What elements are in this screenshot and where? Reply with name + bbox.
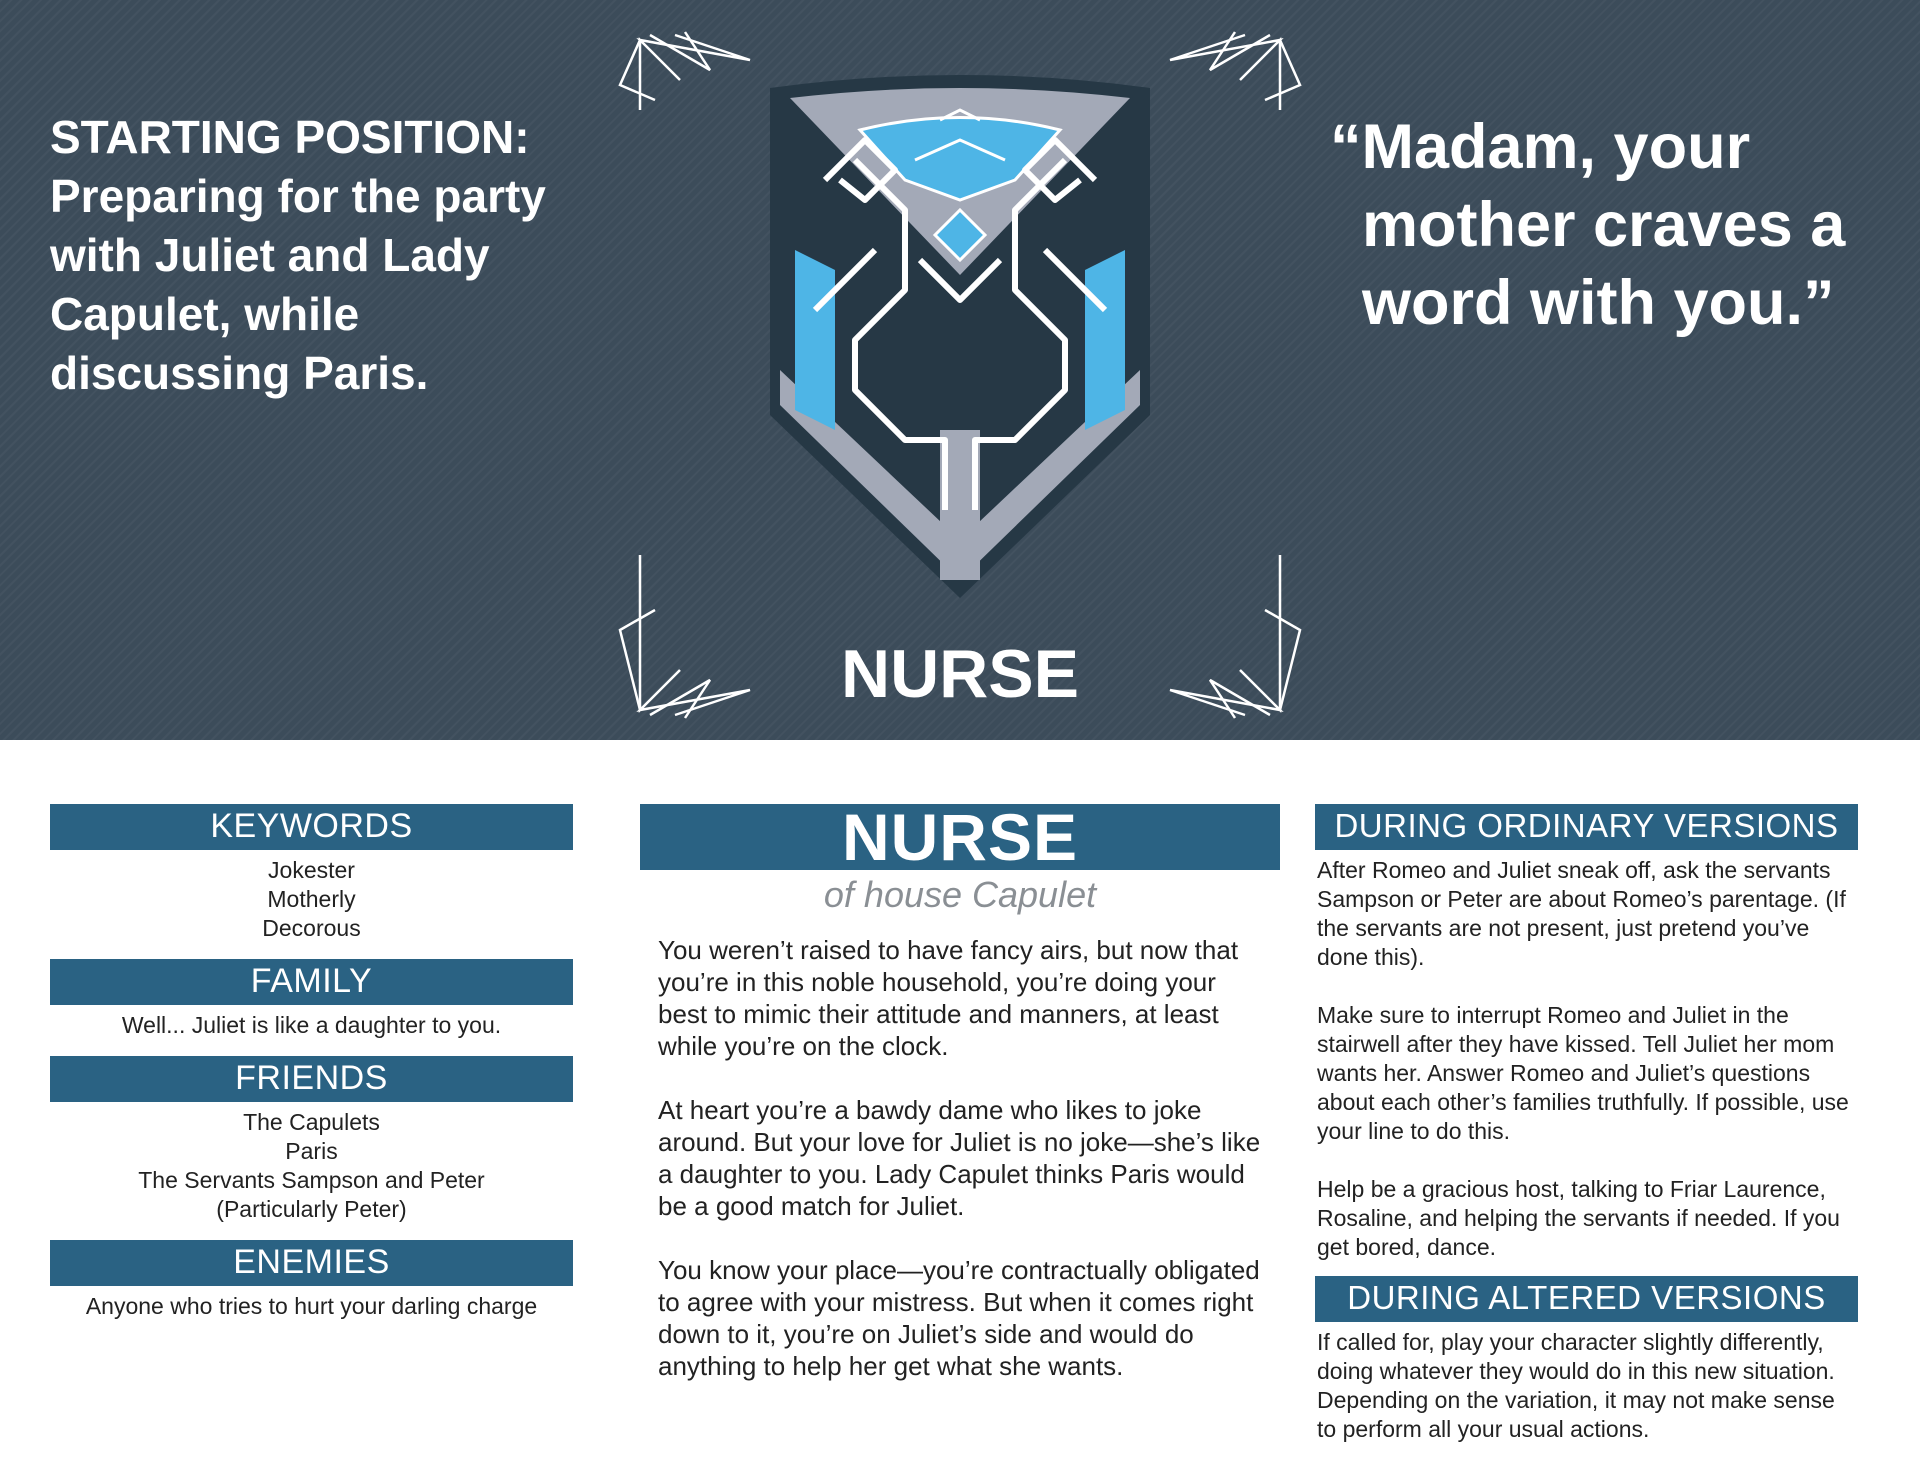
left-column [50,804,573,1337]
altered-versions-header: DURING ALTERED VERSIONS [1315,1276,1858,1322]
quote [1330,108,1890,342]
banner-character-name: NURSE [840,636,1080,712]
enemies-section [50,1240,573,1321]
description-paragraph: At heart you’re a bawdy dame who likes to joke around. But your love for Juliet is no joke—she’s like a daughter to you. Lady Capulet thinks Paris would be a good match for Juliet. [658,1095,1261,1221]
quote-line: mother craves a [1362,190,1846,260]
crest-icon [615,10,1305,730]
keywords-header: KEYWORDS [50,804,573,850]
enemies-header: ENEMIES [50,1240,573,1286]
enemies-text: Anyone who tries to hurt your darling charge [85,1293,538,1319]
ordinary-paragraph: After Romeo and Juliet sneak off, ask the servants Sampson or Peter are about Romeo’s parentage. (If the servants are not present, just pretend you’ve done this). [1317,857,1846,970]
keyword-item: Jokester [268,857,355,883]
friends-section [50,1056,573,1224]
ordinary-versions-section [1315,804,1858,1262]
ordinary-paragraph: Make sure to interrupt Romeo and Juliet in the stairwell after they have kissed. Tell Juliet her mom wants her. Answer Romeo and Juliet’s questions about each other’s families truthfully. If possible, use your line to do this. [1317,1002,1849,1144]
altered-paragraph: If called for, play your character slightly differently, doing whatever they would do in this new situation. Depending on the variation, it may not make sense to perform all your usual actions. [1317,1329,1835,1442]
quote-line: “Madam, your [1330,112,1751,182]
crest-accent-right [1085,250,1125,430]
ordinary-paragraph: Help be a gracious host, talking to Friar Laurence, Rosaline, and helping the servants if needed. If you get bored, dance. [1317,1176,1840,1260]
quote-line: word with you.” [1362,268,1835,338]
friend-item: The Capulets [243,1109,380,1135]
friend-item: (Particularly Peter) [216,1196,407,1222]
family-text: Well... Juliet is like a daughter to you. [121,1012,502,1038]
family-section [50,959,573,1040]
family-header: FAMILY [50,959,573,1005]
description-paragraph: You know your place—you’re contractually obligated to agree with your mistress. But when it comes right down to it, you’re on Juliet’s side and would do anything to help her get what she wants. [658,1255,1260,1381]
keyword-item: Motherly [267,886,356,912]
middle-column [640,800,1280,1414]
friend-item: Paris [285,1138,338,1164]
crest-accent-left [795,250,835,430]
character-name-header: NURSE [640,804,1280,870]
character-description [640,934,1280,1382]
banner [0,0,1920,740]
ordinary-versions-header: DURING ORDINARY VERSIONS [1315,804,1858,850]
altered-versions-section [1315,1276,1858,1444]
keywords-section [50,804,573,943]
right-column [1315,804,1858,1473]
starting-position: STARTING POSITION: Preparing for the party with Juliet and Lady Capulet, while discussing Paris. [50,111,546,399]
house-subtitle: of house Capulet [823,874,1097,915]
friend-item: The Servants Sampson and Peter [138,1167,485,1193]
friends-header: FRIENDS [50,1056,573,1102]
keyword-item: Decorous [262,915,361,941]
description-paragraph: You weren’t raised to have fancy airs, but now that you’re in this noble household, you’re doing your best to mimic their attitude and manners, at least while you’re on the clock. [658,935,1239,1061]
